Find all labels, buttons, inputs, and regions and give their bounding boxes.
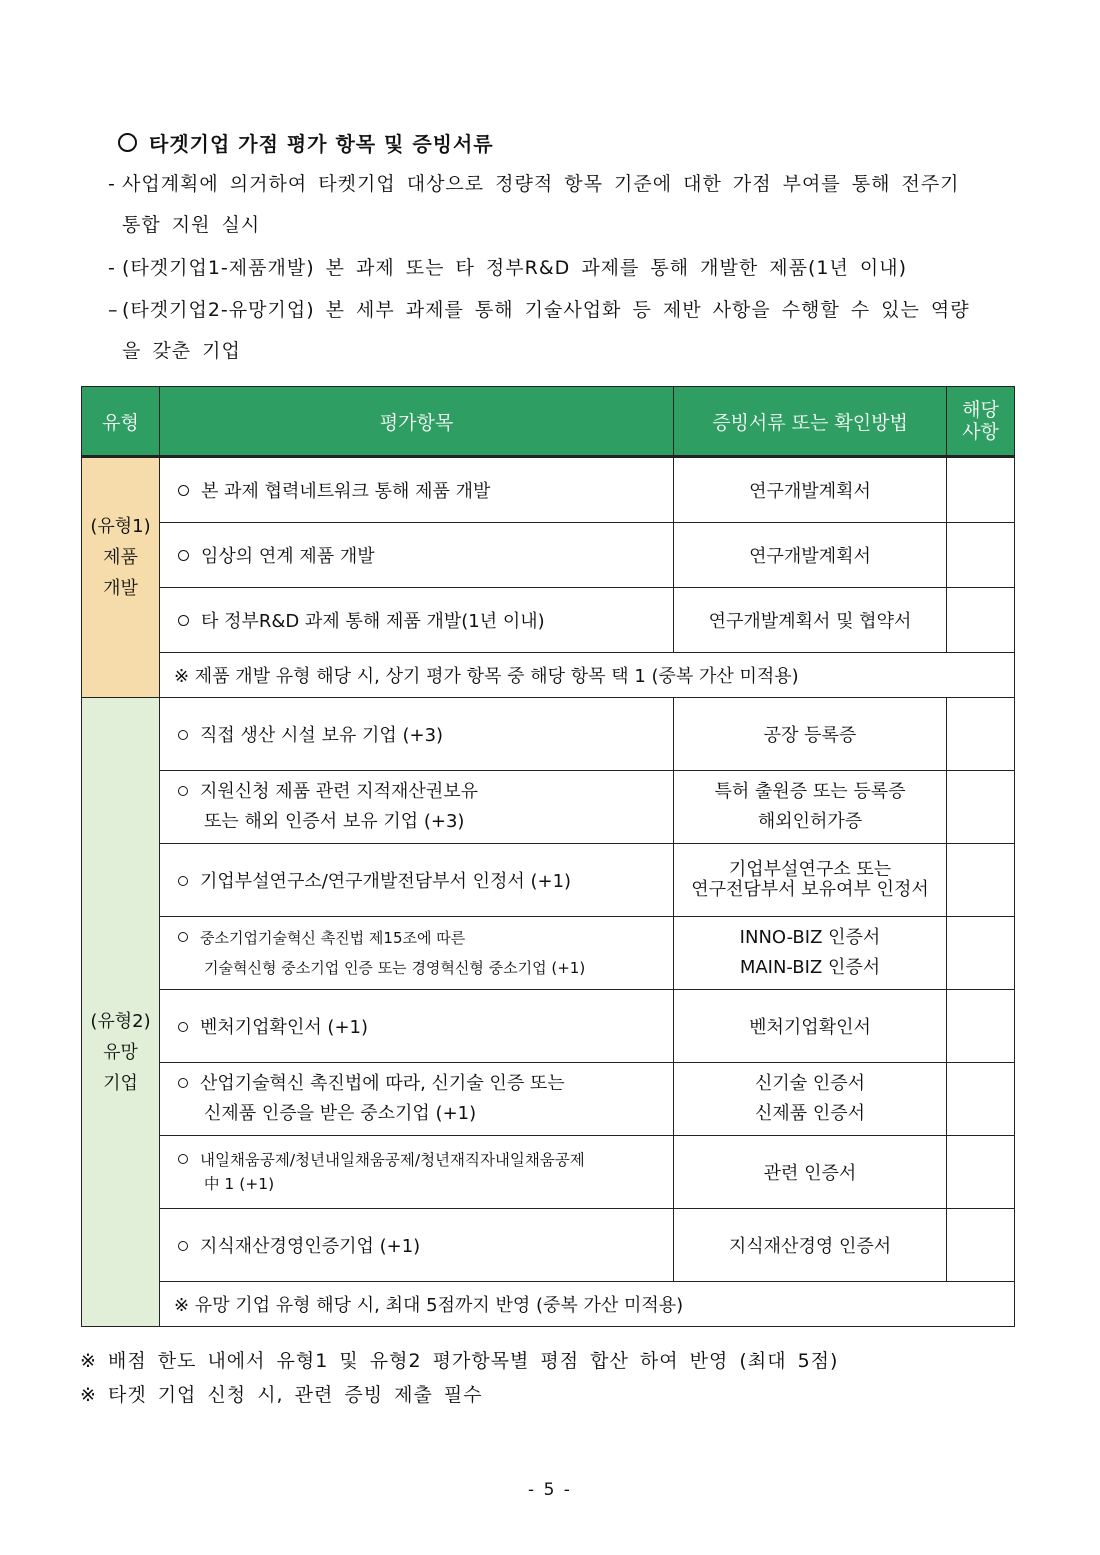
proof-doc: 관련 인증서 [674,1136,947,1209]
bullet-text: 사업계획에 의거하여 타켓기업 대상으로 정량적 항목 기준에 대한 가점 부여를 통해 전주기 [122,173,960,195]
header-check: 해당 사항 [947,387,1015,457]
proof-doc: 기업부설연구소 또는 연구전담부서 보유여부 인정서 [674,844,947,917]
proof-doc: 벤처기업확인서 [674,990,947,1063]
type1-label: (유형1) 제품 개발 [82,457,160,698]
bullet-text: (타겟기업2-유망기업) 본 세부 과제를 통해 기술사업화 등 제반 사항을 수행할 수 있는 역량 [122,299,970,321]
table-header-row [82,387,1015,457]
proof-doc: 연구개발계획서 [674,523,947,588]
bullet-item [108,164,1023,246]
check-cell[interactable] [947,588,1015,653]
eval-item: 기업부설연구소/연구개발전담부서 인정서 (+1) [160,844,674,917]
type2-label: (유형2) 유망 기업 [82,698,160,1327]
circle-bullet-icon [178,1154,188,1164]
proof-doc: 공장 등록증 [674,698,947,771]
dash-marker: – [108,299,119,321]
check-cell[interactable] [947,1063,1015,1136]
eval-item: 본 과제 협력네트워크 통해 제품 개발 [160,457,674,523]
circle-bullet-icon [178,1022,188,1032]
proof-doc: 특허 출원증 또는 등록증 해외인허가증 [674,771,947,844]
eval-item: 중소기업기술혁신 촉진법 제15조에 따른 기술혁신형 중소기업 인증 또는 경영혁신형 중소기업 (+1) [160,917,674,990]
proof-doc: 연구개발계획서 [674,457,947,523]
eval-item: 직접 생산 시설 보유 기업 (+3) [160,698,674,771]
table-row [82,771,1015,844]
eval-item: 임상의 연계 제품 개발 [160,523,674,588]
proof-doc: 연구개발계획서 및 협약서 [674,588,947,653]
header-proof: 증빙서류 또는 확인방법 [674,387,947,457]
type2-note: ※ 유망 기업 유형 해당 시, 최대 5점까지 반영 (중복 가산 미적용) [160,1282,1015,1327]
table-row [82,1136,1015,1209]
header-type: 유형 [82,387,160,457]
table-row [82,917,1015,990]
circle-bullet-icon [178,1078,188,1088]
check-cell[interactable] [947,844,1015,917]
bullet-item [108,248,1023,289]
eval-item: 벤처기업확인서 (+1) [160,990,674,1063]
check-cell[interactable] [947,917,1015,990]
check-cell[interactable] [947,1136,1015,1209]
table-row [82,990,1015,1063]
header-item: 평가항목 [160,387,674,457]
check-cell[interactable] [947,990,1015,1063]
proof-doc: 신기술 인증서 신제품 인증서 [674,1063,947,1136]
check-cell[interactable] [947,698,1015,771]
proof-doc: INNO-BIZ 인증서 MAIN-BIZ 인증서 [674,917,947,990]
check-cell[interactable] [947,457,1015,523]
circle-bullet-icon [118,133,137,152]
table-row [82,1209,1015,1282]
eval-item: 지원신청 제품 관련 지적재산권보유 또는 해외 인증서 보유 기업 (+3) [160,771,674,844]
table-row [82,844,1015,917]
table-row [82,457,1015,523]
table-row [82,588,1015,653]
bullet-text: (타겟기업1-제품개발) 본 과제 또는 타 정부R&D 과제를 통해 개발한 제품(1년 이내) [122,257,907,279]
check-cell[interactable] [947,523,1015,588]
page-number: - 5 - [528,1480,572,1500]
check-cell[interactable] [947,1209,1015,1282]
footnote: ※ 타겟 기업 신청 시, 관련 증빙 제출 필수 [80,1384,483,1406]
table-row [82,1063,1015,1136]
circle-bullet-icon [178,1241,188,1251]
bullet-text-cont: 을 갖춘 기업 [122,340,241,362]
eval-item: 산업기술혁신 촉진법에 따라, 신기술 인증 또는 신제품 인증을 받은 중소기업 (+1) [160,1063,674,1136]
circle-bullet-icon [178,485,189,496]
circle-bullet-icon [178,932,188,942]
section-heading [118,128,494,157]
footnote: ※ 배점 한도 내에서 유형1 및 유형2 평가항목별 평점 합산 하여 반영 (최대 5점) [80,1350,839,1372]
type2-note-row [82,1282,1015,1327]
dash-marker: - [108,257,116,279]
bullet-item [108,290,1023,372]
evaluation-table [81,386,1015,1327]
circle-bullet-icon [178,550,189,561]
table-row [82,698,1015,771]
circle-bullet-icon [178,786,188,796]
proof-doc: 지식재산경영 인증서 [674,1209,947,1282]
circle-bullet-icon [178,876,188,886]
eval-item: 타 정부R&D 과제 통해 제품 개발(1년 이내) [160,588,674,653]
dash-marker: - [108,173,116,195]
eval-item: 내일채움공제/청년내일채움공제/청년재직자내일채움공제 中 1 (+1) [160,1136,674,1209]
type1-note-row [82,653,1015,698]
eval-item: 지식재산경영인증기업 (+1) [160,1209,674,1282]
circle-bullet-icon [178,730,188,740]
bullet-text-cont: 통합 지원 실시 [122,214,261,236]
heading-text: 타겟기업 가점 평가 항목 및 증빙서류 [149,132,494,156]
check-cell[interactable] [947,771,1015,844]
type1-note: ※ 제품 개발 유형 해당 시, 상기 평가 항목 중 해당 항목 택 1 (중복 가산 미적용) [160,653,1015,698]
table-row [82,523,1015,588]
circle-bullet-icon [178,615,189,626]
